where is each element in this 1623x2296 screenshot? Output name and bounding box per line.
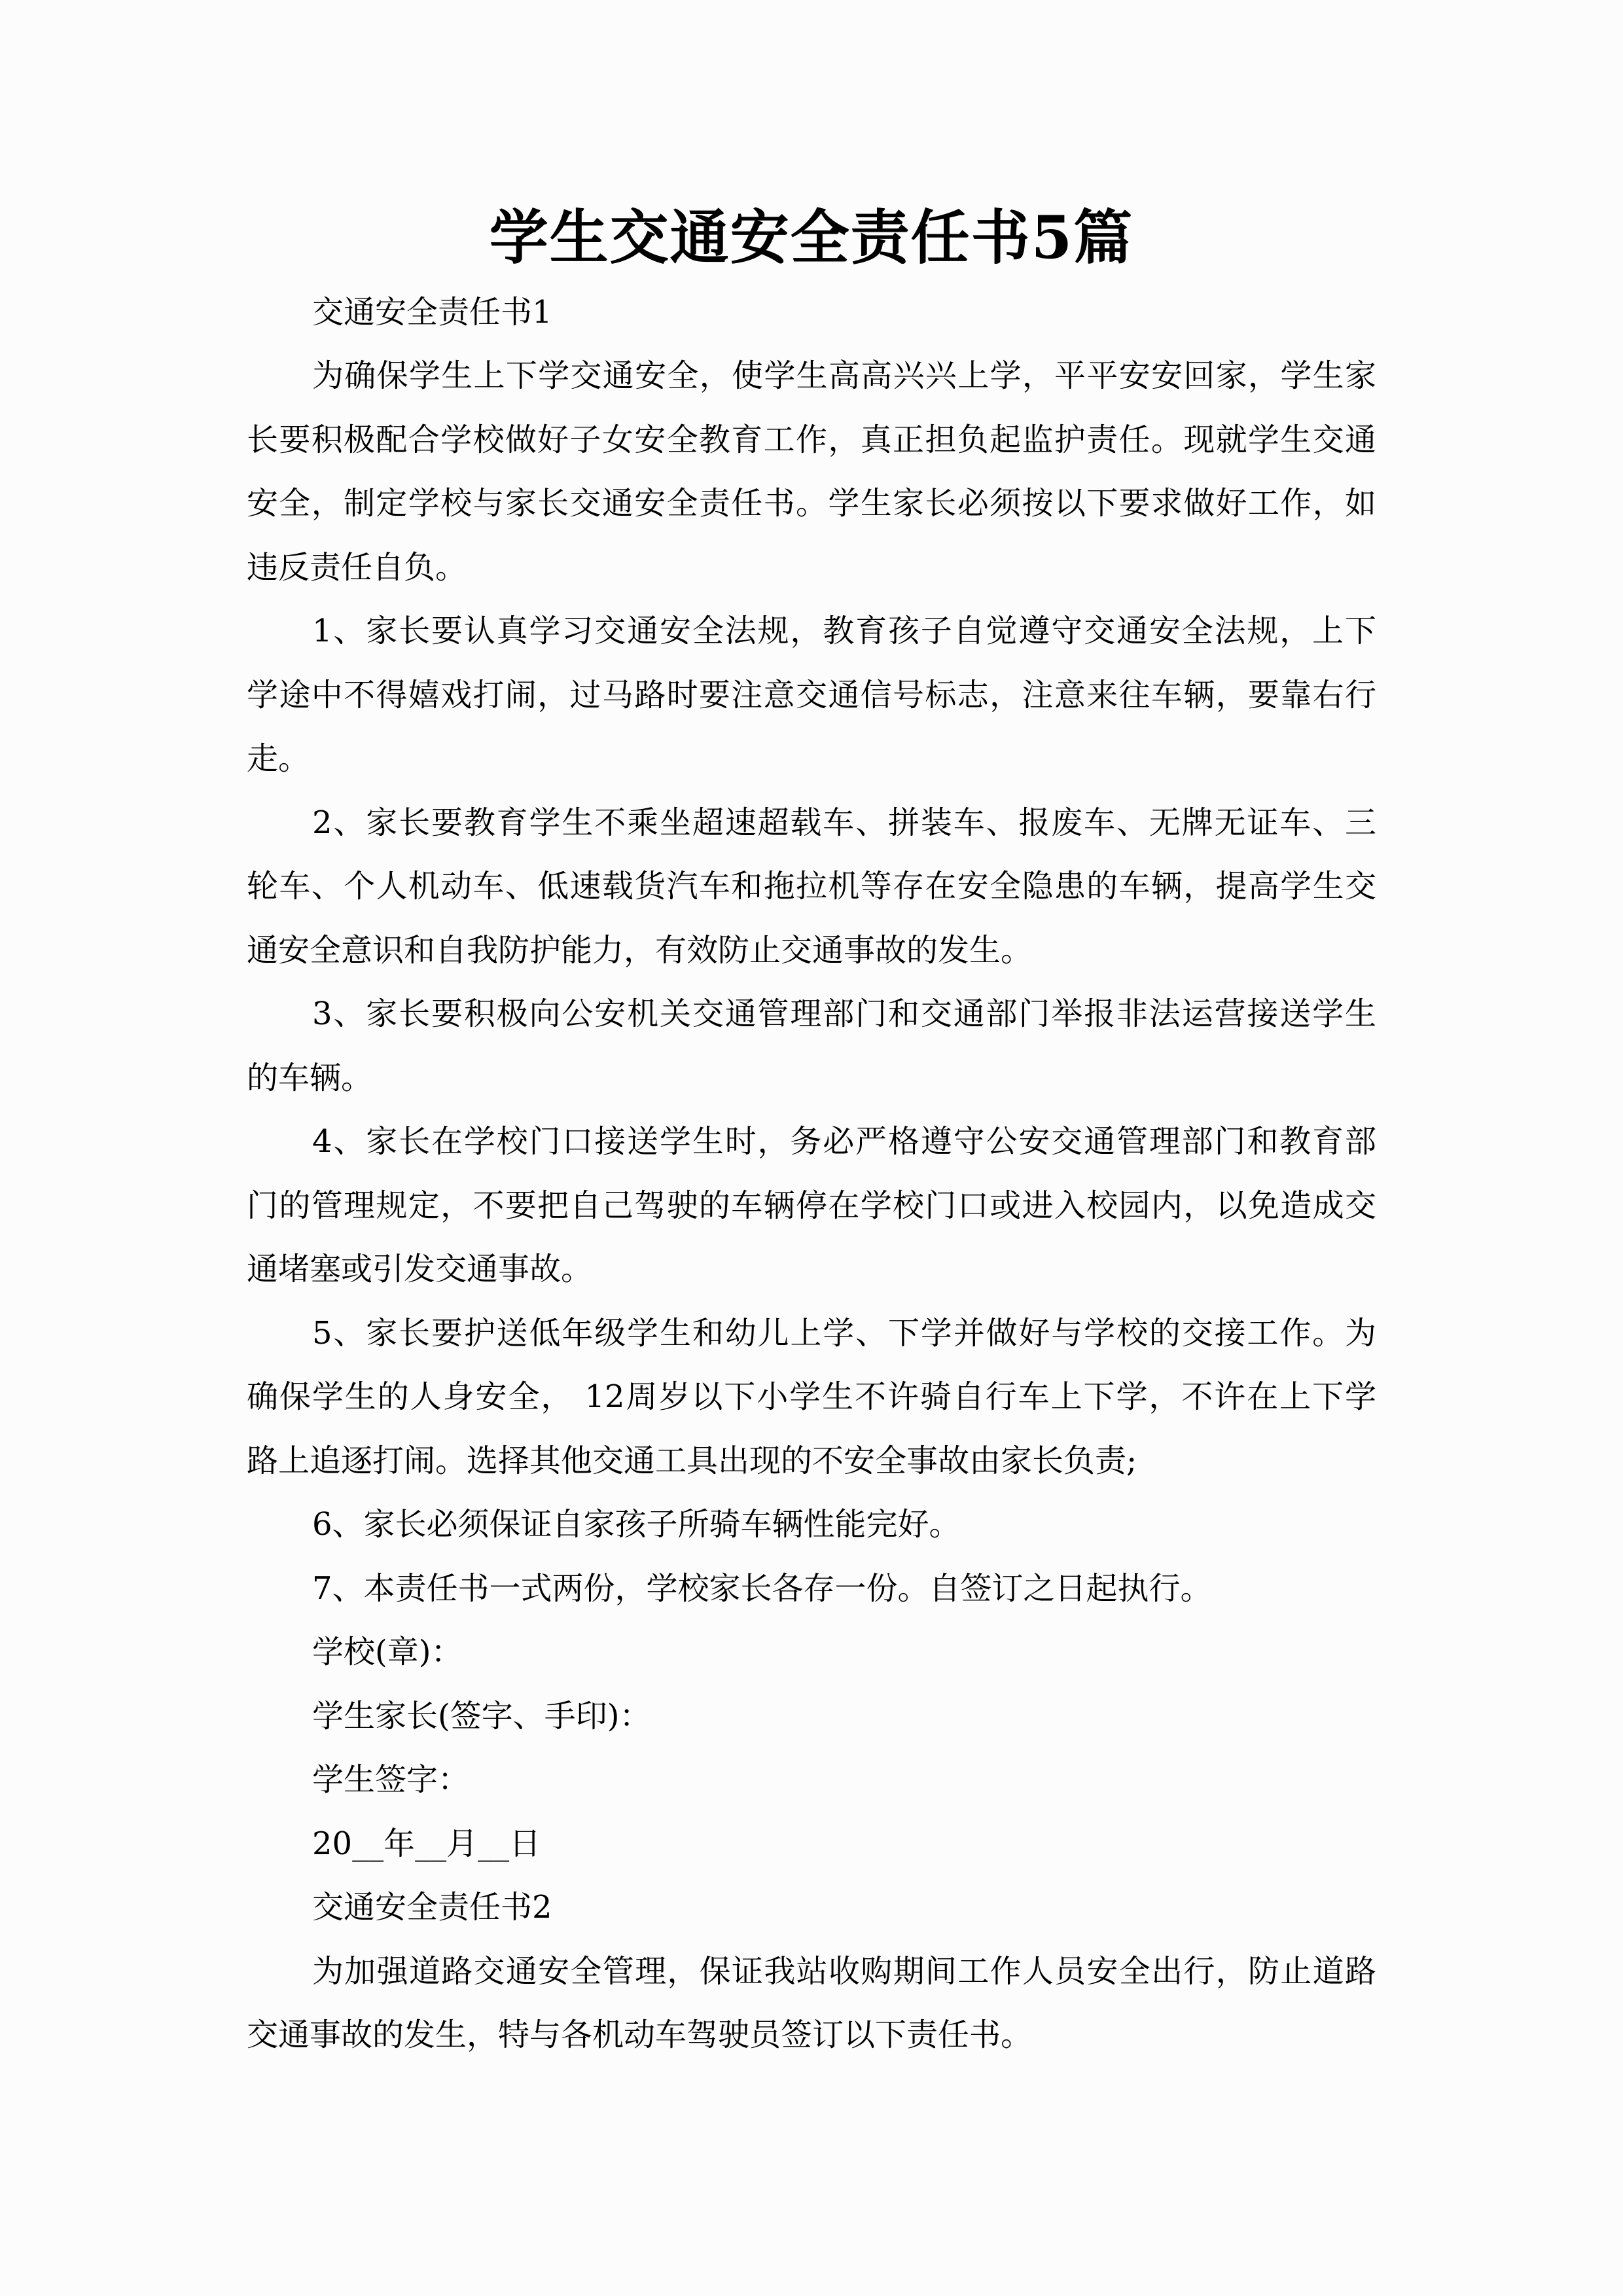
list-item-line: 的车辆。 <box>247 1060 373 1096</box>
paragraph-line: 为确保学生上下学交通安全，使学生高高兴兴上学，平平安安回家，学生家 <box>312 357 1376 394</box>
list-item-line: 通安全意识和自我防护能力，有效防止交通事故的发生。 <box>247 932 1033 969</box>
paragraph-line: 违反责任自负。 <box>247 549 467 586</box>
list-item-line: 3、家长要积极向公安机关交通管理部门和交通部门举报非法运营接送学生 <box>312 996 1376 1032</box>
list-item-line: 1、家长要认真学习交通安全法规，教育孩子自觉遵守交通安全法规，上下 <box>312 613 1376 649</box>
list-item-line: 2、家长要教育学生不乘坐超速超载车、拼装车、报废车、无牌无证车、三 <box>312 804 1376 841</box>
school-seal-field: 学校(章)： <box>312 1634 463 1670</box>
list-item-line: 通堵塞或引发交通事故。 <box>247 1251 593 1287</box>
paragraph-line: 安全，制定学校与家长交通安全责任书。学生家长必须按以下要求做好工作，如 <box>247 485 1376 522</box>
paragraph-line: 长要积极配合学校做好子女安全教育工作，真正担负起监护责任。现就学生交通 <box>247 422 1376 458</box>
student-signature-field: 学生签字： <box>312 1761 470 1798</box>
list-item-line: 6、家长必须保证自家孩子所骑车辆性能完好。 <box>312 1506 961 1543</box>
list-item-line: 4、家长在学校门口接送学生时，务必严格遵守公安交通管理部门和教育部 <box>312 1123 1376 1160</box>
list-item-line: 5、家长要护送低年级学生和幼儿上学、下学并做好与学校的交接工作。为 <box>312 1315 1376 1352</box>
list-item-line: 走。 <box>247 740 310 777</box>
section-heading: 交通安全责任书2 <box>312 1889 552 1926</box>
section-heading: 交通安全责任书1 <box>312 294 552 331</box>
list-item-line: 学途中不得嬉戏打闹，过马路时要注意交通信号标志，注意来往车辆，要靠右行 <box>247 677 1376 713</box>
document-title: 学生交通安全责任书5篇 <box>489 203 1134 272</box>
list-item-line: 7、本责任书一式两份，学校家长各存一份。自签订之日起执行。 <box>312 1570 1212 1607</box>
parent-signature-field: 学生家长(签字、手印)： <box>312 1698 651 1734</box>
list-item-line: 轮车、个人机动车、低速载货汽车和拖拉机等存在安全隐患的车辆，提高学生交 <box>247 868 1376 905</box>
list-item-line: 路上追逐打闹。选择其他交通工具出现的不安全事故由家长负责; <box>247 1443 1137 1479</box>
date-field: 20__年__月__日 <box>312 1825 541 1862</box>
paragraph-line: 为加强道路交通安全管理，保证我站收购期间工作人员安全出行，防止道路 <box>312 1953 1376 1990</box>
list-item-line: 确保学生的人身安全， 12周岁以下小学生不许骑自行车上下学，不许在上下学 <box>247 1378 1376 1415</box>
paragraph-line: 交通事故的发生，特与各机动车驾驶员签订以下责任书。 <box>247 2017 1033 2053</box>
list-item-line: 门的管理规定，不要把自己驾驶的车辆停在学校门口或进入校园内，以免造成交 <box>247 1187 1376 1224</box>
